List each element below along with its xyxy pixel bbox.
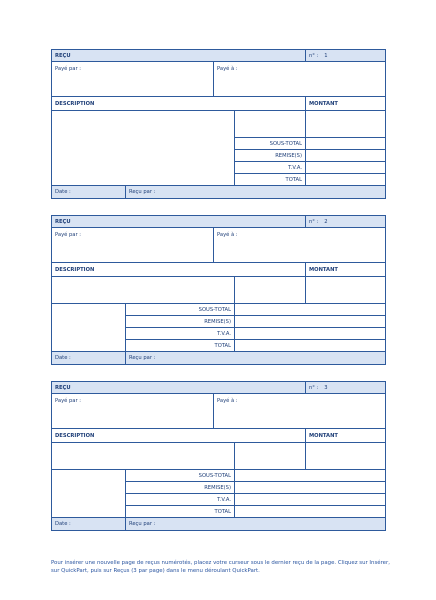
date-field[interactable]: Date : xyxy=(52,518,126,531)
discount-label: REMISE(S) xyxy=(126,316,235,328)
total-value[interactable] xyxy=(235,340,386,352)
paid-by-label: Payé par : xyxy=(55,232,81,238)
line-item-cell[interactable] xyxy=(235,443,306,470)
paid-by-label: Payé par : xyxy=(55,66,81,72)
received-by-field[interactable]: Reçu par : xyxy=(126,186,386,199)
amount-header: MONTANT xyxy=(306,263,386,277)
receipt-2 xyxy=(51,215,385,365)
subtotal-label: SOUS-TOTAL xyxy=(235,138,306,150)
total-value[interactable] xyxy=(235,506,386,518)
receipt-number: 3 xyxy=(324,384,328,391)
total-label: TOTAL xyxy=(235,174,306,186)
receipt-number-cell[interactable] xyxy=(306,50,386,62)
discount-label: REMISE(S) xyxy=(126,482,235,494)
paid-by-field[interactable] xyxy=(52,62,214,97)
receipt-title: REÇU xyxy=(52,50,306,62)
receipt-table xyxy=(51,49,386,199)
receipt-number-label: n° : xyxy=(309,384,319,391)
paid-to-label: Payé à : xyxy=(217,66,238,72)
notes-area[interactable] xyxy=(52,470,126,518)
discount-value[interactable] xyxy=(235,316,386,328)
total-label: TOTAL xyxy=(126,506,235,518)
line-item-cell[interactable] xyxy=(235,277,306,304)
instructions-note: Pour insérer une nouvelle page de reçus numérotés, placez votre curseur sous le dernier reçu de la page. Cliquez sur Insérer, sur QuickPart, puis sur Reçus (3 par page) dans le menu déroulant QuickPart. xyxy=(51,560,390,575)
tax-value[interactable] xyxy=(235,494,386,506)
receipt-table xyxy=(51,215,386,365)
receipt-title: REÇU xyxy=(52,216,306,228)
receipt-number-label: n° : xyxy=(309,52,319,59)
total-value[interactable] xyxy=(306,174,386,186)
receipt-title: REÇU xyxy=(52,382,306,394)
paid-to-field[interactable] xyxy=(214,62,386,97)
receipt-number: 2 xyxy=(324,218,328,225)
tax-label: T.V.A. xyxy=(126,494,235,506)
paid-to-field[interactable] xyxy=(214,394,386,429)
description-area[interactable] xyxy=(52,277,235,304)
amount-header: MONTANT xyxy=(306,97,386,111)
receipt-number: 1 xyxy=(324,52,328,59)
description-header: DESCRIPTION xyxy=(52,263,306,277)
receipt-3 xyxy=(51,381,385,531)
total-label: TOTAL xyxy=(126,340,235,352)
subtotal-value[interactable] xyxy=(306,138,386,150)
subtotal-label: SOUS-TOTAL xyxy=(126,470,235,482)
amount-header: MONTANT xyxy=(306,429,386,443)
description-header: DESCRIPTION xyxy=(52,97,306,111)
received-by-field[interactable]: Reçu par : xyxy=(126,518,386,531)
tax-value[interactable] xyxy=(306,162,386,174)
discount-value[interactable] xyxy=(235,482,386,494)
receipt-number-cell[interactable] xyxy=(306,382,386,394)
date-field[interactable]: Date : xyxy=(52,352,126,365)
receipt-number-cell[interactable] xyxy=(306,216,386,228)
paid-by-field[interactable] xyxy=(52,394,214,429)
line-amount-cell[interactable] xyxy=(306,443,386,470)
paid-to-label: Payé à : xyxy=(217,398,238,404)
line-item-cell[interactable] xyxy=(235,111,306,138)
received-by-field[interactable]: Reçu par : xyxy=(126,352,386,365)
description-header: DESCRIPTION xyxy=(52,429,306,443)
receipt-table xyxy=(51,381,386,531)
receipt-1 xyxy=(51,49,385,199)
discount-value[interactable] xyxy=(306,150,386,162)
tax-label: T.V.A. xyxy=(126,328,235,340)
subtotal-value[interactable] xyxy=(235,470,386,482)
notes-area[interactable] xyxy=(52,304,126,352)
date-field[interactable]: Date : xyxy=(52,186,126,199)
line-amount-cell[interactable] xyxy=(306,277,386,304)
description-area[interactable] xyxy=(52,111,235,186)
paid-to-label: Payé à : xyxy=(217,232,238,238)
subtotal-label: SOUS-TOTAL xyxy=(126,304,235,316)
discount-label: REMISE(S) xyxy=(235,150,306,162)
tax-label: T.V.A. xyxy=(235,162,306,174)
paid-by-field[interactable] xyxy=(52,228,214,263)
line-amount-cell[interactable] xyxy=(306,111,386,138)
paid-to-field[interactable] xyxy=(214,228,386,263)
tax-value[interactable] xyxy=(235,328,386,340)
paid-by-label: Payé par : xyxy=(55,398,81,404)
subtotal-value[interactable] xyxy=(235,304,386,316)
description-area[interactable] xyxy=(52,443,235,470)
receipt-number-label: n° : xyxy=(309,218,319,225)
